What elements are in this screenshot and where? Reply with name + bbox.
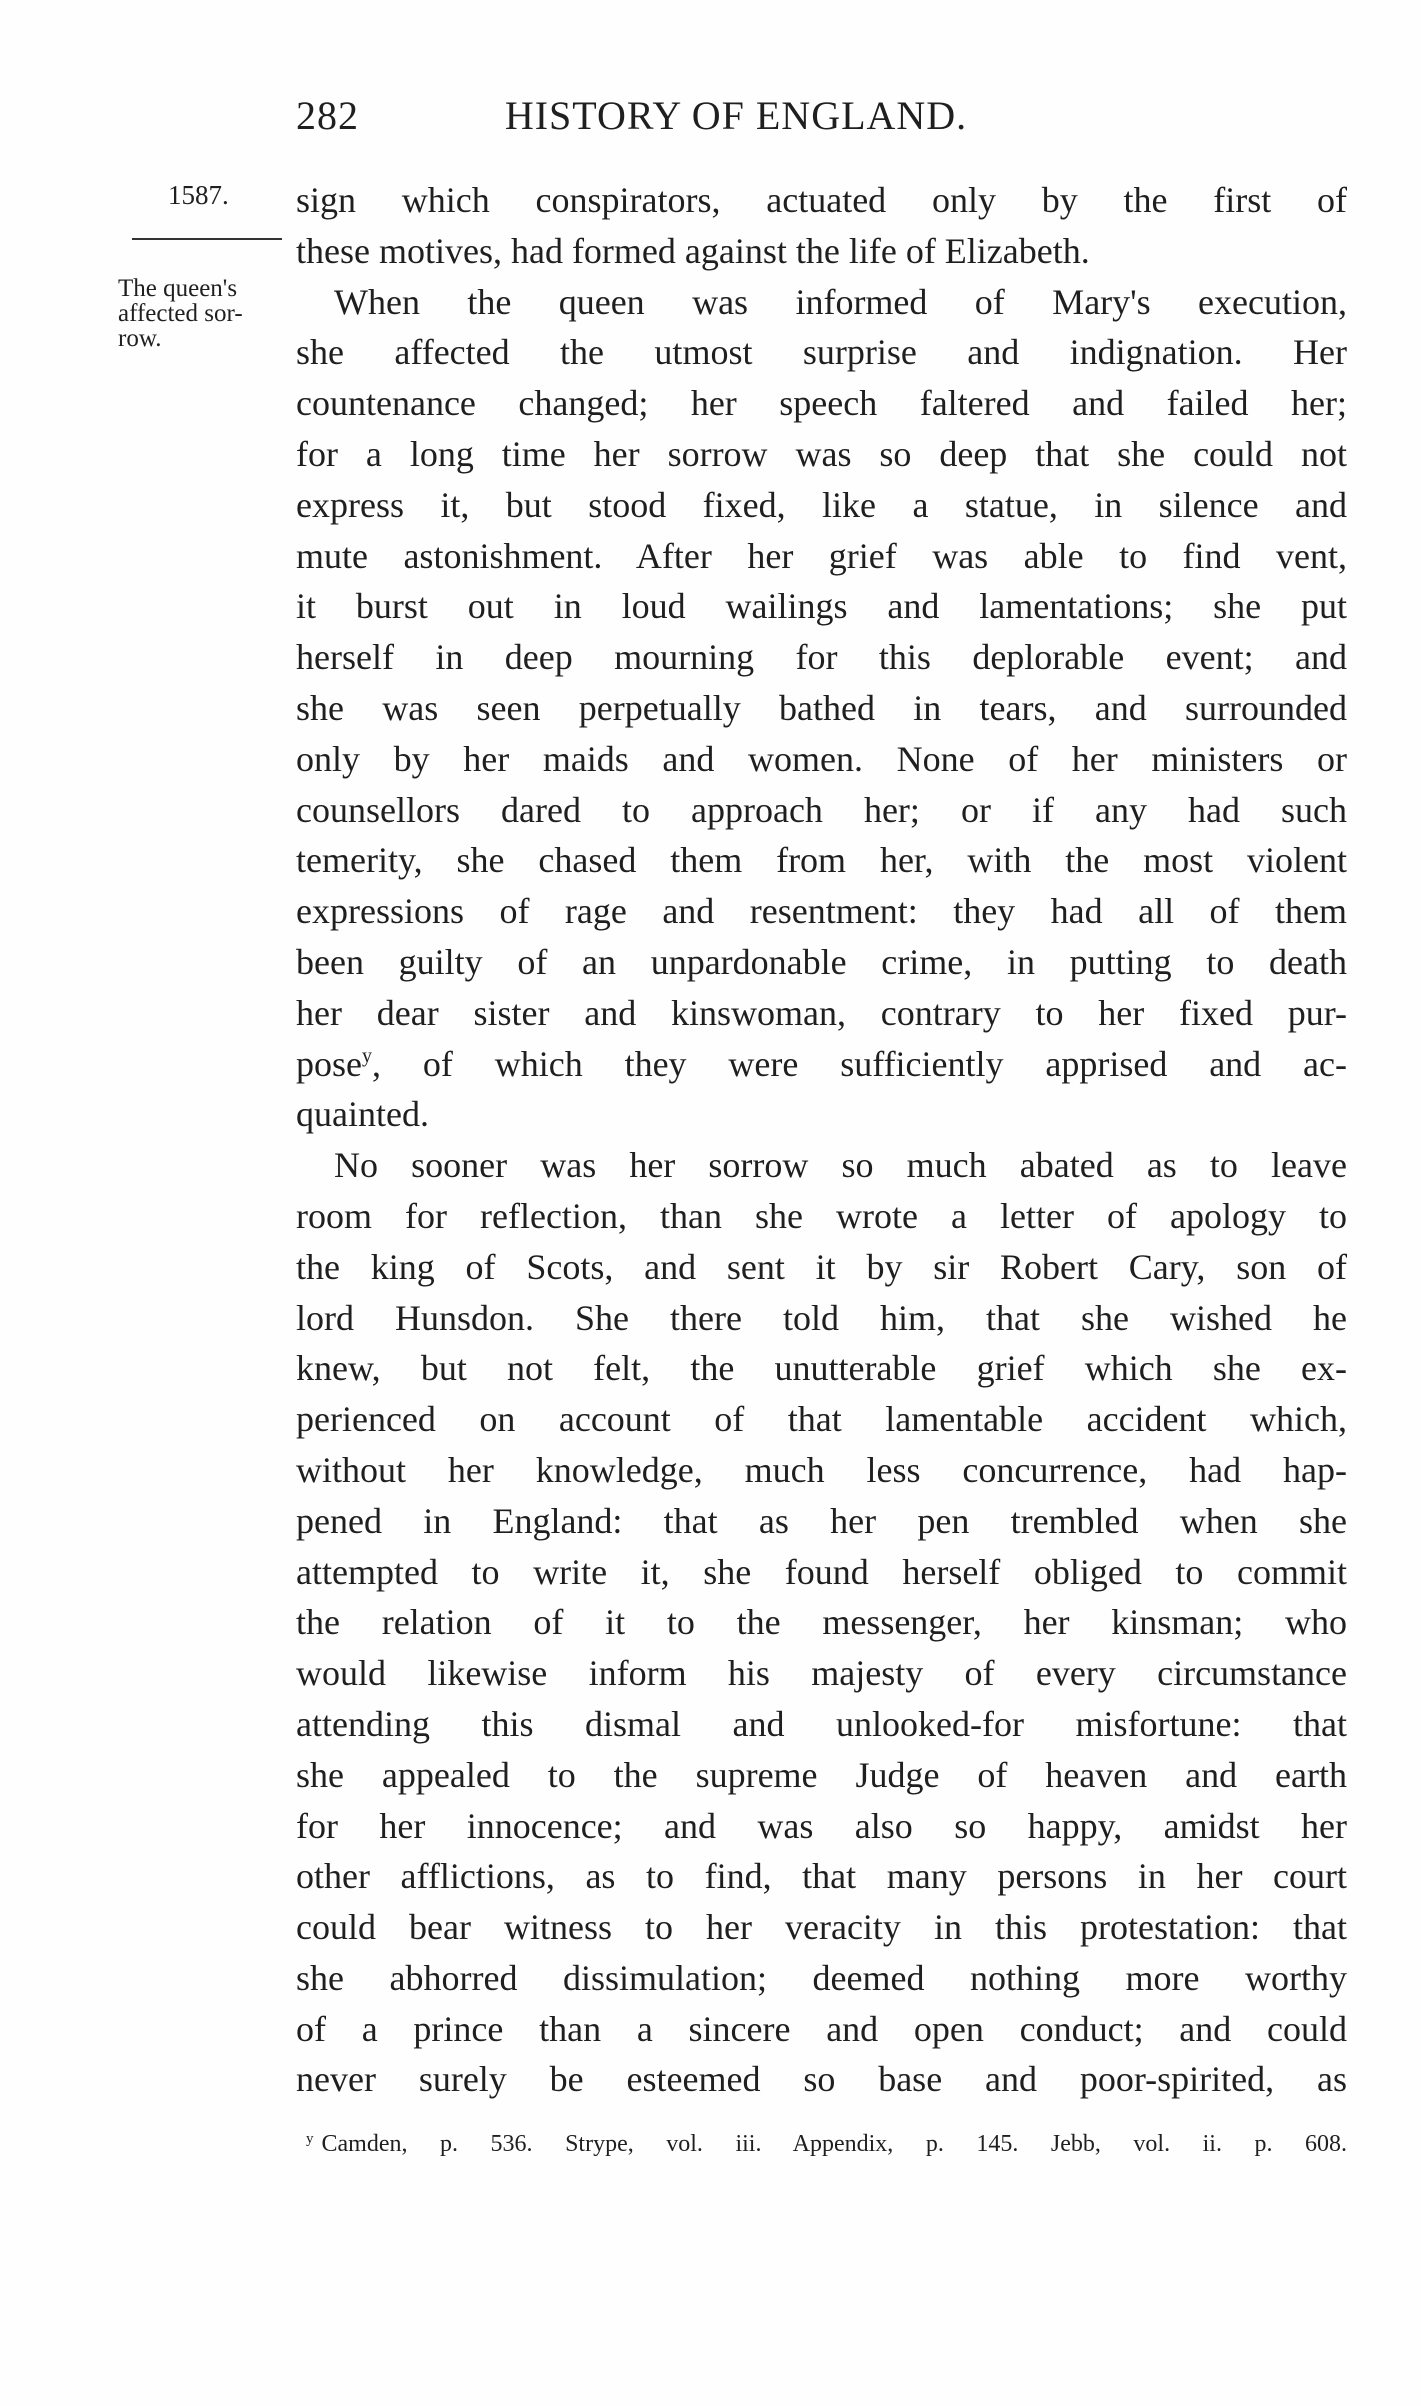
side-note-line: The queen's	[118, 275, 238, 302]
text-line: room for reflection, than she wrote a letter of apology to	[296, 1195, 1347, 1236]
text-line: she affected the utmost surprise and indignation. Her	[296, 332, 1347, 373]
text-line: these motives, had formed against the life of Elizabeth.	[296, 230, 1090, 271]
text-line: mute astonishment. After her grief was able to find vent,	[296, 535, 1347, 576]
text-line: knew, but not felt, the unutterable grief which she ex-	[296, 1348, 1347, 1389]
footnote	[296, 2124, 1347, 2159]
text-line: lord Hunsdon. She there told him, that she wished he	[296, 1297, 1347, 1338]
body-text	[296, 175, 1347, 2105]
text-line: of a prince than a sincere and open conduct; and could	[296, 2008, 1347, 2049]
text-line: herself in deep mourning for this deplorable event; and	[296, 637, 1347, 678]
text-line: she appealed to the supreme Judge of heaven and earth	[296, 1754, 1347, 1795]
side-note-line: row.	[118, 325, 162, 352]
text-line: other afflictions, as to find, that many persons in her court	[296, 1856, 1347, 1897]
side-note-line: affected sor-	[118, 300, 243, 327]
text-line: sign which conspirators, actuated only by the first of	[296, 180, 1347, 220]
text-fragment: pose	[296, 1043, 362, 1084]
year-rule-divider	[132, 238, 282, 240]
text-line: perienced on account of that lamentable accident which,	[296, 1399, 1347, 1440]
text-line: her dear sister and kinswoman, contrary to her fixed pur-	[296, 992, 1347, 1033]
marginal-year: 1587.	[168, 180, 229, 210]
page-number: 282	[296, 93, 359, 138]
text-line: pened in England: that as her pen trembled when she	[296, 1500, 1347, 1541]
text-line: only by her maids and women. None of her ministers or	[296, 738, 1347, 779]
text-line	[296, 1039, 1347, 1090]
text-line: the relation of it to the messenger, her kinsman; who	[296, 1602, 1347, 1643]
text-line: No sooner was her sorrow so much abated as to leave	[334, 1145, 1347, 1186]
page-title: HISTORY OF ENGLAND.	[504, 93, 968, 138]
text-line: could bear witness to her veracity in this protestation: that	[296, 1907, 1347, 1948]
running-head	[296, 92, 1346, 152]
text-line: for a long time her sorrow was so deep that she could not	[296, 433, 1347, 474]
footnote-mark: y	[306, 2131, 314, 2147]
text-line: temerity, she chased them from her, with the most violent	[296, 840, 1347, 881]
text-line: she was seen perpetually bathed in tears, and surrounded	[296, 687, 1347, 728]
text-line: it burst out in loud wailings and lamentations; she put	[296, 586, 1347, 627]
text-line: express it, but stood fixed, like a statue, in silence and	[296, 484, 1347, 525]
text-fragment: , of which they were sufficiently apprised and ac-	[372, 1043, 1347, 1084]
text-line: counsellors dared to approach her; or if any had such	[296, 789, 1347, 830]
text-line: When the queen was informed of Mary's execution,	[334, 281, 1347, 322]
footnote-reference: y	[362, 1044, 372, 1067]
text-line: without her knowledge, much less concurrence, had hap-	[296, 1449, 1347, 1490]
text-line: the king of Scots, and sent it by sir Robert Cary, son of	[296, 1246, 1347, 1287]
text-line: for her innocence; and was also so happy, amidst her	[296, 1805, 1347, 1846]
text-line: never surely be esteemed so base and poor-spirited, as	[296, 2059, 1347, 2100]
text-line: been guilty of an unpardonable crime, in putting to death	[296, 941, 1347, 982]
text-line: attempted to write it, she found herself obliged to commit	[296, 1551, 1347, 1592]
text-line: countenance changed; her speech faltered and failed her;	[296, 383, 1347, 424]
text-line: quainted.	[296, 1094, 429, 1135]
text-line: expressions of rage and resentment: they had all of them	[296, 891, 1347, 932]
marginal-side-note	[118, 276, 293, 351]
text-line: she abhorred dissimulation; deemed nothing more worthy	[296, 1957, 1347, 1998]
text-line: attending this dismal and unlooked-for misfortune: that	[296, 1703, 1347, 1744]
text-line: would likewise inform his majesty of every circumstance	[296, 1653, 1347, 1694]
footnote-text: Camden, p. 536. Strype, vol. iii. Appendix, p. 145. Jebb, vol. ii. p. 608.	[321, 2131, 1347, 2157]
